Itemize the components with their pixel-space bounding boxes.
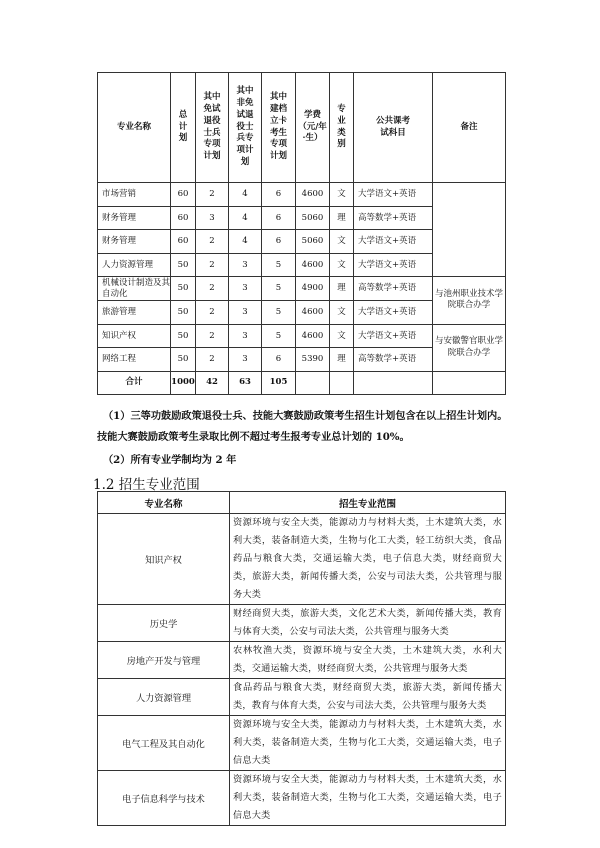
cell-exempt-veteran: 2 <box>196 277 229 301</box>
scope-major: 电气工程及其自动化 <box>98 716 230 771</box>
header-remarks: 备注 <box>433 73 506 183</box>
cell-major-name: 财务管理 <box>98 206 171 230</box>
cell-empty <box>330 371 354 394</box>
scope-major: 知识产权 <box>98 514 230 605</box>
cell-tuition: 4600 <box>296 253 330 277</box>
cell-major-name: 人力资源管理 <box>98 253 171 277</box>
scope-row <box>98 514 506 605</box>
cell-major-name: 财务管理 <box>98 230 171 254</box>
cell-tuition: 4600 <box>296 183 330 207</box>
note-2: （2）所有专业学制均为 2 年 <box>103 454 237 466</box>
cell-poverty-plan: 6 <box>262 206 296 230</box>
cell-exempt-veteran: 2 <box>196 324 229 348</box>
header-exam-subjects: 公共课考试科目 <box>354 73 433 183</box>
cell-tuition: 4600 <box>296 300 330 324</box>
table-header-row <box>98 73 506 183</box>
cell-major-name: 机械设计制造及其自动化 <box>98 277 171 301</box>
scope-header-range: 招生专业范围 <box>230 492 506 514</box>
header-poverty-plan: 其中建档立卡考生专项计划 <box>262 73 296 183</box>
scope-range: 农林牧渔大类，资源环境与安全大类，土木建筑大类，水利大类，交通运输大类，财经商贸大类，公共管理与服务大类 <box>230 642 506 679</box>
cell-remarks-chizhou: 与池州职业技术学院联合办学 <box>433 277 506 324</box>
cell-category: 文 <box>330 324 354 348</box>
scope-major: 人力资源管理 <box>98 679 230 716</box>
cell-nonexempt-veteran: 3 <box>229 300 262 324</box>
cell-exempt-veteran: 2 <box>196 230 229 254</box>
cell-nonexempt-veteran: 4 <box>229 183 262 207</box>
header-major-category: 专业类别 <box>330 73 354 183</box>
scope-row <box>98 716 506 771</box>
cell-category: 文 <box>330 183 354 207</box>
cell-nonexempt-veteran: 3 <box>229 253 262 277</box>
cell-total-plan: 60 <box>171 230 196 254</box>
cell-major-name: 市场营销 <box>98 183 171 207</box>
cell-poverty-plan: 5 <box>262 300 296 324</box>
cell-category: 理 <box>330 277 354 301</box>
scope-range: 财经商贸大类，旅游大类，文化艺术大类，新闻传播大类，教育与体育大类，公安与司法大类，公共管理与服务大类 <box>230 605 506 642</box>
cell-total-plan: 50 <box>171 253 196 277</box>
cell-total-plan: 50 <box>171 348 196 372</box>
scope-major: 电子信息科学与技术 <box>98 771 230 826</box>
cell-poverty-plan: 5 <box>262 277 296 301</box>
cell-empty <box>296 371 330 394</box>
cell-category: 理 <box>330 348 354 372</box>
scope-range: 资源环境与安全大类，能源动力与材料大类，土木建筑大类，水利大类，装备制造大类，生物与化工大类，交通运输大类，电子信息大类 <box>230 716 506 771</box>
scope-major: 历史学 <box>98 605 230 642</box>
admission-scope-table <box>97 491 506 826</box>
header-total-plan: 总计划 <box>171 73 196 183</box>
cell-exempt-veteran: 2 <box>196 253 229 277</box>
cell-exam-subjects: 大学语文+英语 <box>354 253 433 277</box>
cell-major-name: 知识产权 <box>98 324 171 348</box>
note-1: （1）三等功鼓励政策退役士兵、技能大赛鼓励政策考生招生计划包含在以上招生计划内。 <box>103 410 508 422</box>
cell-nonexempt-veteran: 4 <box>229 206 262 230</box>
cell-exam-subjects: 大学语文+英语 <box>354 324 433 348</box>
cell-poverty-plan: 6 <box>262 183 296 207</box>
table-row <box>98 324 506 348</box>
total-row <box>98 371 506 394</box>
cell-total-label: 合计 <box>98 371 171 394</box>
header-tuition: 学费（元/年·生） <box>296 73 330 183</box>
header-major-name: 专业名称 <box>98 73 171 183</box>
cell-total-plan: 50 <box>171 300 196 324</box>
section-title: 1.2 招生专业范围 <box>93 477 200 493</box>
cell-remarks-empty <box>433 183 506 277</box>
note-1-continued: 技能大赛鼓励政策考生录取比例不超过考生报考专业总计划的 10%。 <box>97 431 410 443</box>
cell-total-plan: 50 <box>171 324 196 348</box>
cell-remarks-police: 与安徽警官职业学院联合办学 <box>433 324 506 371</box>
cell-tuition: 5390 <box>296 348 330 372</box>
header-exempt-veteran-plan: 其中免试退役士兵专项计划 <box>196 73 229 183</box>
cell-poverty-plan: 5 <box>262 324 296 348</box>
cell-total-plan: 60 <box>171 206 196 230</box>
cell-exam-subjects: 大学语文+英语 <box>354 230 433 254</box>
cell-tuition: 5060 <box>296 206 330 230</box>
scope-major: 房地产开发与管理 <box>98 642 230 679</box>
cell-total-plan: 60 <box>171 183 196 207</box>
cell-exempt-veteran: 3 <box>196 206 229 230</box>
cell-exam-subjects: 高等数学+英语 <box>354 206 433 230</box>
scope-row <box>98 605 506 642</box>
cell-tuition: 4900 <box>296 277 330 301</box>
cell-poverty-plan: 6 <box>262 230 296 254</box>
cell-exam-subjects: 大学语文+英语 <box>354 183 433 207</box>
cell-tuition: 4600 <box>296 324 330 348</box>
cell-total-exempt: 42 <box>196 371 229 394</box>
cell-category: 理 <box>330 206 354 230</box>
cell-nonexempt-veteran: 3 <box>229 348 262 372</box>
header-nonexempt-veteran-plan: 其中非免试退役士兵专项计划 <box>229 73 262 183</box>
scope-row <box>98 771 506 826</box>
cell-exempt-veteran: 2 <box>196 183 229 207</box>
cell-tuition: 5060 <box>296 230 330 254</box>
table-row <box>98 277 506 301</box>
cell-poverty-plan: 6 <box>262 348 296 372</box>
scope-row <box>98 642 506 679</box>
cell-nonexempt-veteran: 3 <box>229 277 262 301</box>
scope-header-major: 专业名称 <box>98 492 230 514</box>
cell-empty <box>354 371 433 394</box>
cell-exempt-veteran: 2 <box>196 348 229 372</box>
scope-row <box>98 679 506 716</box>
cell-exam-subjects: 大学语文+英语 <box>354 300 433 324</box>
cell-poverty-plan: 5 <box>262 253 296 277</box>
scope-range: 资源环境与安全大类，能源动力与材料大类，土木建筑大类，水利大类，装备制造大类，生物与化工大类，轻工纺织大类，食品药品与粮食大类，交通运输大类，电子信息大类，财经商贸大类，旅游大类，新闻传播大类，公安与司法大类，公共管理与服务大类 <box>230 514 506 605</box>
scope-header-row <box>98 492 506 514</box>
cell-category: 文 <box>330 300 354 324</box>
cell-total-poverty: 105 <box>262 371 296 394</box>
scope-range: 资源环境与安全大类，能源动力与材料大类，土木建筑大类，水利大类，装备制造大类，生物与化工大类，交通运输大类，电子信息大类 <box>230 771 506 826</box>
cell-category: 文 <box>330 230 354 254</box>
cell-total-plan: 50 <box>171 277 196 301</box>
cell-major-name: 网络工程 <box>98 348 171 372</box>
scope-range: 食品药品与粮食大类，财经商贸大类，旅游大类，新闻传播大类，教育与体育大类，公安与司法大类，公共管理与服务大类 <box>230 679 506 716</box>
cell-total-plan: 1000 <box>171 371 196 394</box>
cell-nonexempt-veteran: 3 <box>229 324 262 348</box>
table-row <box>98 183 506 207</box>
cell-exempt-veteran: 2 <box>196 300 229 324</box>
cell-category: 文 <box>330 253 354 277</box>
cell-empty <box>433 371 506 394</box>
cell-major-name: 旅游管理 <box>98 300 171 324</box>
enrollment-plan-table <box>97 72 506 395</box>
cell-exam-subjects: 高等数学+英语 <box>354 277 433 301</box>
cell-total-nonexempt: 63 <box>229 371 262 394</box>
cell-exam-subjects: 高等数学+英语 <box>354 348 433 372</box>
cell-nonexempt-veteran: 4 <box>229 230 262 254</box>
